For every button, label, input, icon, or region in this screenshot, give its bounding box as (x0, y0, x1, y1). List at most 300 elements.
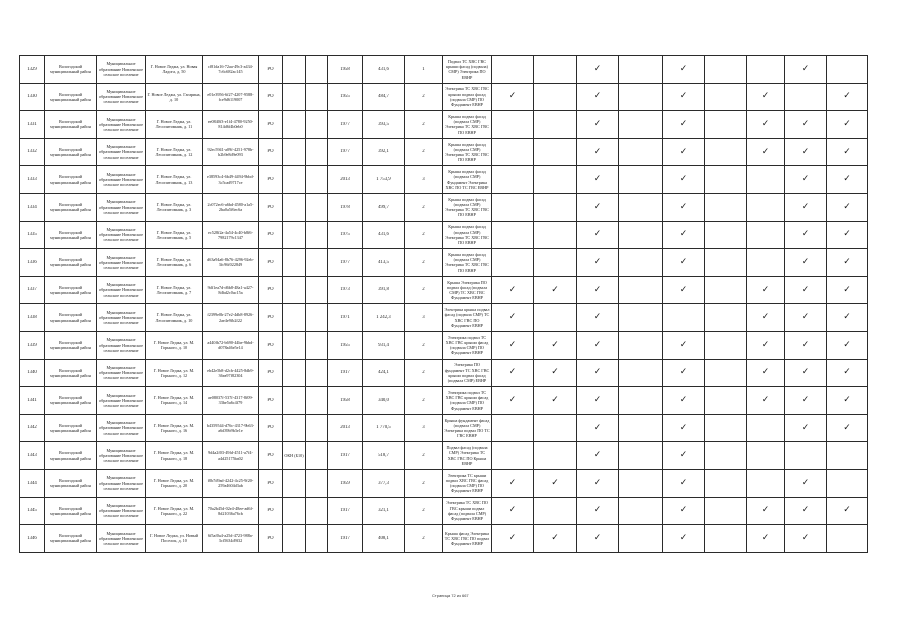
work-check-cell (492, 56, 534, 84)
work-check-cell (663, 276, 705, 304)
row-number-text: 1345 (27, 508, 37, 514)
uid-cell (203, 56, 259, 84)
year-cell (328, 56, 363, 84)
blank-cell (306, 56, 328, 84)
works-cell (443, 249, 492, 277)
floors-cell (405, 193, 443, 221)
year-cell (328, 166, 363, 194)
work-check-cell (747, 138, 785, 166)
area-cell-text: 340,0 (378, 397, 389, 403)
year-cell (328, 442, 363, 470)
works-cell (443, 193, 492, 221)
checkmark-icon: ✓ (679, 229, 688, 240)
address-cell (146, 304, 203, 332)
checkmark-icon: ✓ (801, 339, 810, 350)
checkmark-icon: ✓ (761, 91, 770, 102)
district-cell-text: Вологодский муниципальный район (50, 340, 91, 351)
blank-cell (306, 83, 328, 111)
year-cell-text: 1977 (340, 149, 350, 155)
uid-cell-text: 9d4a2f03-49fd-4511-a7f4-a4d25175ba02 (208, 450, 253, 461)
settlement-cell (97, 193, 146, 221)
type-cell (259, 138, 283, 166)
floors-cell (405, 387, 443, 415)
district-cell-text: Вологодский муниципальный район (50, 422, 91, 434)
blank-cell (306, 193, 328, 221)
work-check-cell (705, 525, 747, 553)
work-check-cell (534, 276, 577, 304)
table-row (20, 469, 868, 497)
address-cell (146, 138, 203, 166)
works-cell-text: Крыша подвал фасад (подвала СМР) Электрика ТС ХВС ГВС ПО ЕВНР (445, 224, 489, 246)
uid-cell (203, 166, 259, 194)
floors-cell-text: 2 (422, 397, 425, 403)
uid-cell-text: f2399e0b-27e2-4db8-8926-2ae4e9fb2f22 (207, 312, 254, 323)
checkmark-icon: ✓ (801, 229, 810, 240)
floors-cell-text: 3 (422, 177, 425, 183)
type-cell (259, 387, 283, 415)
table-row (20, 414, 868, 442)
district-cell (45, 249, 97, 277)
area-cell-text: 424,1 (378, 370, 389, 376)
work-check-cell (785, 414, 827, 442)
row-number (20, 249, 45, 277)
settlement-cell (97, 166, 146, 194)
works-cell-text: Крыша фундамент фасад (подвала СМР) Электрика подвал ПО ТС ГВС ЕВНР (444, 417, 490, 439)
work-check-cell (785, 83, 827, 111)
work-check-cell (705, 221, 747, 249)
row-number-text: 1343 (27, 453, 37, 458)
type-cell (259, 414, 283, 442)
area-cell (363, 304, 405, 332)
checkmark-icon: ✓ (508, 91, 517, 102)
work-check-cell (827, 111, 868, 139)
uid-cell (203, 249, 259, 277)
work-check-cell (534, 442, 577, 470)
floors-cell-text: 2 (422, 342, 425, 348)
blank-cell (306, 497, 328, 525)
year-cell-text: 2013 (340, 177, 350, 183)
work-check-cell (747, 221, 785, 249)
work-check-cell (492, 249, 534, 277)
floors-cell (405, 56, 443, 84)
address-cell-text: Г. Новое Леджа, ул. Новая Ладога, д. 50 (150, 64, 198, 75)
district-cell-text: Вологодский муниципальный район (50, 533, 91, 544)
checkmark-icon: ✓ (679, 450, 688, 461)
code-cell (283, 276, 306, 304)
work-check-cell (619, 276, 663, 304)
code-cell (283, 193, 306, 221)
row-number (20, 166, 45, 194)
district-cell-text: Вологодский муниципальный район (50, 284, 91, 296)
checkmark-icon: ✓ (761, 505, 770, 516)
work-check-cell (577, 83, 619, 111)
checkmark-icon: ✓ (593, 477, 602, 488)
floors-cell (405, 249, 443, 277)
blank-cell (306, 276, 328, 304)
checkmark-icon: ✓ (843, 118, 851, 129)
work-check-cell (705, 469, 747, 497)
checkmark-icon: ✓ (508, 477, 517, 488)
work-check-cell (619, 138, 663, 166)
work-check-cell (492, 83, 534, 111)
type-cell-text: РО (267, 425, 274, 431)
year-cell-text: 1917 (340, 453, 350, 458)
area-cell-text: 1 770,5 (376, 425, 391, 431)
work-check-cell (577, 249, 619, 277)
type-cell-text: РО (267, 259, 274, 265)
floors-cell (405, 442, 443, 470)
work-check-cell (827, 387, 868, 415)
area-cell (363, 249, 405, 277)
area-cell (363, 138, 405, 166)
checkmark-icon: ✓ (593, 91, 602, 102)
work-check-cell (785, 276, 827, 304)
work-check-cell (534, 387, 577, 415)
year-cell-text: 2013 (340, 425, 350, 431)
uid-cell-text: 6f5af0a4-a25d-4723-988a-3cf5634d9f32 (207, 533, 254, 544)
district-cell-text: Вологодский муниципальный район (50, 119, 91, 130)
area-cell-text: 484,7 (378, 94, 389, 100)
uid-cell (203, 83, 259, 111)
checkmark-icon: ✓ (801, 367, 810, 378)
row-number-text: 1335 (27, 232, 37, 238)
work-check-cell (619, 166, 663, 194)
floors-cell-text: 2 (422, 370, 425, 376)
code-cell (283, 525, 306, 553)
code-cell-text: ОКН (Б10) (284, 453, 304, 458)
work-check-cell (663, 469, 705, 497)
uid-cell-text: ae08037f-537f-4317-8f09-33be5a6c4f79 (208, 395, 253, 406)
settlement-cell (97, 138, 146, 166)
uid-cell (203, 221, 259, 249)
settlement-cell (97, 525, 146, 553)
checkmark-icon: ✓ (801, 477, 810, 488)
type-cell (259, 497, 283, 525)
area-cell (363, 331, 405, 359)
checkmark-icon: ✓ (843, 367, 851, 378)
checkmark-icon: ✓ (679, 201, 688, 212)
checkmark-icon: ✓ (801, 118, 810, 129)
work-check-cell (705, 497, 747, 525)
floors-cell (405, 497, 443, 525)
checkmark-icon: ✓ (593, 532, 602, 543)
year-cell-text: 1917 (340, 508, 350, 514)
works-cell (443, 276, 492, 304)
works-cell-text: Электрика подвал ТС ХВС ГВС крыши фасад (подвала СМР) ПО Фундамент ЕВНР (445, 390, 489, 411)
work-check-cell (619, 56, 663, 84)
row-number (20, 276, 45, 304)
address-cell-text: Г. Новое Леджа, ул. Гагарина, д. 10 (147, 91, 201, 102)
work-check-cell (705, 359, 747, 387)
address-cell (146, 497, 203, 525)
uid-cell (203, 442, 259, 470)
checkmark-icon: ✓ (593, 450, 602, 461)
works-cell (443, 359, 492, 387)
settlement-cell-text: Муниципальное образование Новленское сельское поселение (99, 116, 143, 133)
work-check-cell (747, 276, 785, 304)
checkmark-icon: ✓ (679, 284, 688, 295)
work-check-cell (534, 304, 577, 332)
district-cell (45, 331, 97, 359)
works-cell (443, 56, 492, 84)
code-cell (283, 111, 306, 139)
area-cell (363, 525, 405, 553)
work-check-cell (705, 249, 747, 277)
checkmark-icon: ✓ (843, 256, 851, 267)
work-check-cell (492, 359, 534, 387)
row-number-text: 1330 (27, 94, 37, 100)
area-cell (363, 221, 405, 249)
work-check-cell (747, 56, 785, 84)
work-check-cell (663, 249, 705, 277)
checkmark-icon: ✓ (593, 422, 602, 433)
floors-cell-text: 2 (422, 149, 425, 155)
checkmark-icon: ✓ (551, 477, 559, 488)
works-cell-text: Крыша фасад Электрика ТС ХВС ГВС ПО подвал Фундамент ЕВНР (444, 530, 490, 546)
checkmark-icon: ✓ (593, 174, 602, 185)
type-cell (259, 359, 283, 387)
works-cell (443, 221, 492, 249)
checkmark-icon: ✓ (843, 394, 851, 405)
checkmark-icon: ✓ (508, 505, 517, 516)
checkmark-icon: ✓ (843, 284, 851, 295)
checkmark-icon: ✓ (551, 367, 559, 378)
work-check-cell (577, 138, 619, 166)
works-cell-text: Электрика ПО фундамент ТС ХВС ГВС крыши подвал фасад (подвала СМР) ЕВНР (444, 362, 490, 384)
uid-cell (203, 359, 259, 387)
row-number (20, 193, 45, 221)
floors-cell (405, 304, 443, 332)
code-cell (283, 414, 306, 442)
address-cell (146, 331, 203, 359)
table-row (20, 387, 868, 415)
checkmark-icon: ✓ (843, 146, 851, 157)
address-cell (146, 359, 203, 387)
work-check-cell (747, 414, 785, 442)
work-check-cell (663, 138, 705, 166)
work-check-cell (492, 469, 534, 497)
floors-cell (405, 166, 443, 194)
work-check-cell (492, 414, 534, 442)
works-cell (443, 83, 492, 111)
type-cell-text: РО (267, 204, 274, 210)
floors-cell (405, 525, 443, 553)
checkmark-icon: ✓ (843, 174, 851, 185)
work-check-cell (534, 331, 577, 359)
district-cell (45, 83, 97, 111)
code-cell (283, 359, 306, 387)
checkmark-icon: ✓ (679, 422, 688, 433)
work-check-cell (663, 221, 705, 249)
checkmark-icon: ✓ (679, 174, 688, 185)
code-cell (283, 387, 306, 415)
checkmark-icon: ✓ (593, 146, 602, 157)
district-cell (45, 387, 97, 415)
work-check-cell (785, 469, 827, 497)
settlement-cell (97, 414, 146, 442)
work-check-cell (619, 249, 663, 277)
year-cell (328, 331, 363, 359)
work-check-cell (747, 469, 785, 497)
checkmark-icon: ✓ (801, 394, 810, 405)
work-check-cell (663, 442, 705, 470)
district-cell-text: Вологодский муниципальный район (50, 146, 91, 158)
settlement-cell (97, 249, 146, 277)
work-check-cell (577, 387, 619, 415)
work-check-cell (827, 83, 868, 111)
work-check-cell (619, 193, 663, 221)
work-check-cell (785, 193, 827, 221)
work-check-cell (492, 387, 534, 415)
work-check-cell (663, 525, 705, 553)
work-check-cell (827, 469, 868, 497)
type-cell-text: РО (267, 397, 274, 403)
floors-cell (405, 359, 443, 387)
row-number (20, 442, 45, 470)
row-number-text: 1340 (27, 370, 37, 376)
row-number (20, 414, 45, 442)
work-check-cell (785, 331, 827, 359)
works-cell-text: Подвал фасад (подвала СМР) Электрика ТС ХВС ГВС ПО Крыша ЕВНР (446, 445, 488, 466)
district-cell (45, 525, 97, 553)
district-cell (45, 497, 97, 525)
checkmark-icon: ✓ (843, 505, 851, 516)
row-number (20, 525, 45, 553)
year-cell-text: 1977 (340, 121, 350, 127)
works-cell-text: Крыша подвал фасад (подвала СМР) Электрика ТС ХВС ГВС ПО ЕВНР (445, 252, 489, 273)
type-cell (259, 331, 283, 359)
checkmark-icon: ✓ (679, 477, 688, 488)
settlement-cell (97, 304, 146, 332)
works-cell-text: Крыша Электрика ПО подвал фасад (подвала СМР) ТС ХВС ГВС Фундамент ЕВНР (446, 279, 488, 301)
works-cell (443, 138, 492, 166)
row-number (20, 111, 45, 139)
work-check-cell (827, 138, 868, 166)
address-cell (146, 166, 203, 194)
checkmark-icon: ✓ (508, 284, 517, 295)
works-cell (443, 414, 492, 442)
settlement-cell-text: Муниципальное образование Новленское сельское поселение (99, 337, 143, 353)
checkmark-icon: ✓ (801, 146, 810, 157)
settlement-cell-text: Муниципальное образование Новленское сельское поселение (99, 199, 143, 215)
checkmark-icon: ✓ (593, 284, 602, 295)
area-cell-text: 391,8 (378, 287, 389, 293)
works-cell-text: Крыша подвал фасад (подвала СМР) Фундамент Электрика ХВС ПО ТС ГВС ЕВНР (445, 169, 489, 190)
works-cell-text: Электрика ТС ХВС ПО ГВС крыши подвал фасад (подвала СМР) Фундамент ЕВНР (446, 500, 488, 521)
blank-cell (306, 166, 328, 194)
floors-cell-text: 2 (422, 480, 425, 486)
settlement-cell-text: Муниципальное образование Новленское сельское поселение (99, 447, 143, 464)
work-check-cell (705, 414, 747, 442)
checkmark-icon: ✓ (679, 256, 688, 267)
area-cell-text: 431,6 (378, 66, 389, 72)
district-cell (45, 166, 97, 194)
work-check-cell (705, 387, 747, 415)
blank-cell (306, 414, 328, 442)
register-table (19, 55, 868, 553)
work-check-cell (747, 359, 785, 387)
area-cell-text: 518,7 (378, 453, 389, 458)
uid-cell-text: ee0840f3-e1f4-4780-9250-814d6f4b0eb0 (207, 119, 254, 130)
work-check-cell (619, 83, 663, 111)
address-cell (146, 221, 203, 249)
work-check-cell (492, 193, 534, 221)
year-cell (328, 525, 363, 553)
works-cell-text: Электрика крыша подвал фасад (подвала СМР) ТС ХВС ГВС ПО Фундамент ЕВНР (444, 307, 490, 328)
district-cell (45, 138, 97, 166)
area-cell (363, 442, 405, 470)
district-cell-text: Вологодский муниципальный район (50, 202, 91, 213)
blank-cell (306, 331, 328, 359)
uid-cell (203, 193, 259, 221)
checkmark-icon: ✓ (593, 118, 602, 129)
year-cell-text: 1975 (340, 232, 350, 238)
floors-cell-text: 3 (422, 315, 425, 321)
work-check-cell (827, 166, 868, 194)
work-check-cell (827, 56, 868, 84)
work-check-cell (747, 166, 785, 194)
work-check-cell (747, 525, 785, 553)
district-cell-text: Вологодский муниципальный район (50, 450, 91, 461)
uid-cell-text: a440fb72-b690-44be-9bbd-d078a46e5e14 (207, 340, 254, 351)
work-check-cell (492, 304, 534, 332)
works-cell-text: Крыша подвал фасад (подвала СМР) Электрика ТС ХВС ГВС ПО ЕВНР (445, 196, 489, 218)
works-cell (443, 497, 492, 525)
works-cell-text: Подвал ТС ХВС ГВС крыши фасад (подвала) СМР) Электрика ПО ЕВНР (446, 58, 488, 80)
row-number (20, 497, 45, 525)
table-row (20, 221, 868, 249)
uid-cell-text: e38593c4-6b49-4494-9bbd-3c5cad9717ce (207, 174, 254, 185)
settlement-cell (97, 83, 146, 111)
checkmark-icon: ✓ (593, 256, 602, 267)
work-check-cell (492, 331, 534, 359)
works-cell (443, 469, 492, 497)
district-cell (45, 221, 97, 249)
row-number-text: 1329 (27, 66, 37, 72)
district-cell (45, 193, 97, 221)
type-cell (259, 83, 283, 111)
work-check-cell (534, 497, 577, 525)
address-cell-text: Г. Новое Леджа, ул. Лесопитомник, д. 5 (156, 229, 192, 240)
work-check-cell (663, 304, 705, 332)
type-cell (259, 525, 283, 553)
work-check-cell (663, 359, 705, 387)
checkmark-icon: ✓ (593, 229, 602, 240)
floors-cell (405, 221, 443, 249)
work-check-cell (705, 304, 747, 332)
checkmark-icon: ✓ (843, 422, 851, 433)
year-cell (328, 221, 363, 249)
works-cell (443, 111, 492, 139)
work-check-cell (534, 56, 577, 84)
table-row (20, 442, 868, 470)
address-cell-text: Г. Новое Леджа, ул. М. Горького, д. 22 (153, 505, 195, 516)
table-row (20, 193, 868, 221)
checkmark-icon: ✓ (593, 505, 602, 516)
work-check-cell (619, 442, 663, 470)
blank-cell (306, 138, 328, 166)
checkmark-icon: ✓ (508, 312, 517, 323)
area-cell-text: 408,1 (378, 535, 389, 541)
code-cell (283, 138, 306, 166)
uid-cell-text: eb42e5b8-d2cb-4425-8db9-36ea97f82304 (207, 367, 254, 378)
year-cell (328, 387, 363, 415)
code-cell (283, 249, 306, 277)
area-cell-text: 413,5 (378, 259, 389, 265)
area-cell (363, 193, 405, 221)
work-check-cell (785, 442, 827, 470)
code-cell (283, 331, 306, 359)
